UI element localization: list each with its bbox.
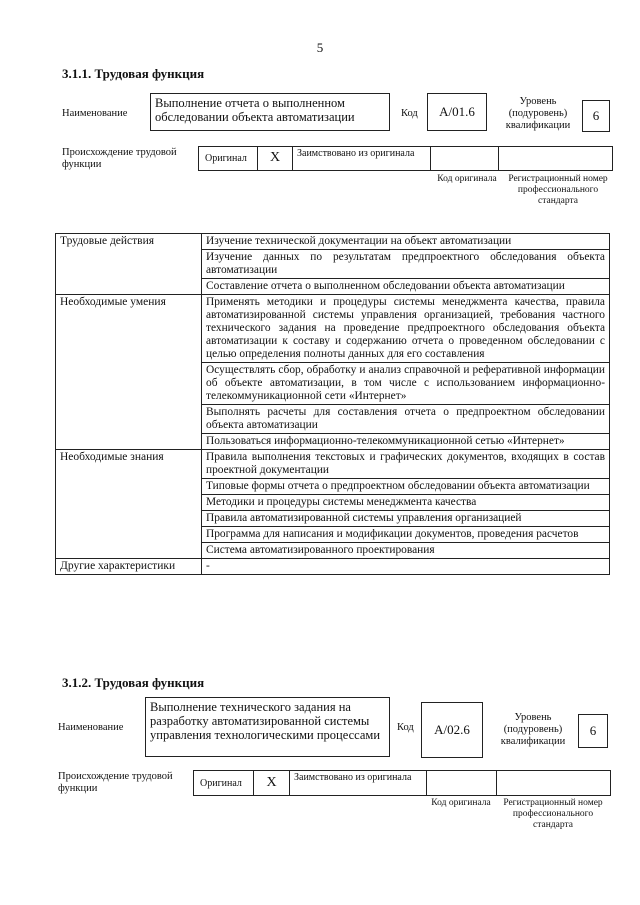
item-cell: Типовые формы отчета о предпроектном обследовании объекта автоматизации [202, 479, 610, 495]
section-2-original-mark: X [254, 771, 290, 795]
section-2-name-label: Наименование [58, 722, 124, 733]
item-cell: Выполнять расчеты для составления отчета о предпроектном обследовании объекта автоматизации [202, 405, 610, 434]
category-cell: Трудовые действия [56, 234, 202, 295]
item-cell: Правила выполнения текстовых и графических документов, входящих в состав проектной документации [202, 450, 610, 479]
section-1-title: 3.1.1. Трудовая функция [62, 66, 205, 81]
item-cell: - [202, 559, 610, 575]
section-1-origin-label: Происхождение трудовой функции [62, 147, 177, 170]
section-1-level-value: 6 [582, 100, 610, 132]
item-cell: Правила автоматизированной системы управления организацией [202, 511, 610, 527]
section-1-code-label: Код [401, 108, 418, 119]
category-cell: Необходимые знания [56, 450, 202, 559]
section-2-code-value: A/02.6 [421, 702, 483, 758]
section-2-reg-number-caption: Регистрационный номер профессионального стандарта [503, 798, 603, 830]
section-1-name-label: Наименование [62, 108, 128, 119]
item-cell: Изучение технической документации на объект автоматизации [202, 234, 610, 250]
table-row [56, 559, 610, 575]
section-1-level-label: Уровень (подуровень) квалификации [505, 96, 571, 131]
section-2-borrowed-label: Заимствовано из оригинала [290, 771, 427, 795]
table-row [56, 234, 610, 250]
item-cell: Осуществлять сбор, обработку и анализ справочной и реферативной информации об объекте автоматизации, в том числе с использованием информационно-телекоммуникационной сети «Интернет» [202, 363, 610, 405]
section-1-original-mark: X [258, 147, 293, 170]
section-2-code-label: Код [397, 722, 414, 733]
section-2-title: 3.1.2. Трудовая функция [62, 675, 205, 690]
item-cell: Методики и процедуры системы менеджмента качества [202, 495, 610, 511]
labor-functions-table [55, 233, 610, 575]
section-2-code-original-caption: Код оригинала [431, 798, 491, 808]
section-2-reg-number-cell [497, 771, 610, 795]
item-cell: Пользоваться информационно-телекоммуникационной сетью «Интернет» [202, 434, 610, 450]
section-1-borrowed-label: Заимствовано из оригинала [293, 147, 431, 170]
section-2-level-value: 6 [578, 714, 608, 748]
item-cell: Составление отчета о выполненном обследовании объекта автоматизации [202, 279, 610, 295]
table-row [56, 450, 610, 479]
section-1-code-value: A/01.6 [427, 93, 487, 131]
category-cell: Другие характеристики [56, 559, 202, 575]
section-1-code-original-caption: Код оригинала [437, 174, 497, 184]
item-cell: Программа для написания и модификации документов, проведения расчетов [202, 527, 610, 543]
section-1-origin-row [198, 146, 613, 171]
table-row [56, 295, 610, 363]
section-2-name-value: Выполнение технического задания на разработку автоматизированной системы управления технологическими процессами [145, 697, 390, 757]
page-number: 5 [316, 40, 324, 55]
section-1-reg-number-caption: Регистрационный номер профессионального стандарта [508, 174, 608, 206]
section-1-original-label: Оригинал [199, 147, 258, 170]
section-1-name-value: Выполнение отчета о выполненном обследовании объекта автоматизации [150, 93, 390, 131]
section-2-code-original-cell [427, 771, 497, 795]
section-2-original-label: Оригинал [194, 771, 254, 795]
item-cell: Система автоматизированного проектирования [202, 543, 610, 559]
section-1-code-original-cell [431, 147, 499, 170]
section-2-origin-label: Происхождение трудовой функции [58, 771, 173, 794]
category-cell: Необходимые умения [56, 295, 202, 450]
item-cell: Изучение данных по результатам предпроектного обследования объекта автоматизации [202, 250, 610, 279]
section-1-reg-number-cell [499, 147, 612, 170]
item-cell: Применять методики и процедуры системы менеджмента качества, правила автоматизированной системы управления организацией, требования частного технического задания на проведение предпроектного обследования объекта автоматизации к составу и содержанию отчета о проведенном обследовании с целью определения полноты данных для его составления [202, 295, 610, 363]
section-2-level-label: Уровень (подуровень) квалификации [500, 712, 566, 747]
section-2-origin-row [193, 770, 611, 796]
